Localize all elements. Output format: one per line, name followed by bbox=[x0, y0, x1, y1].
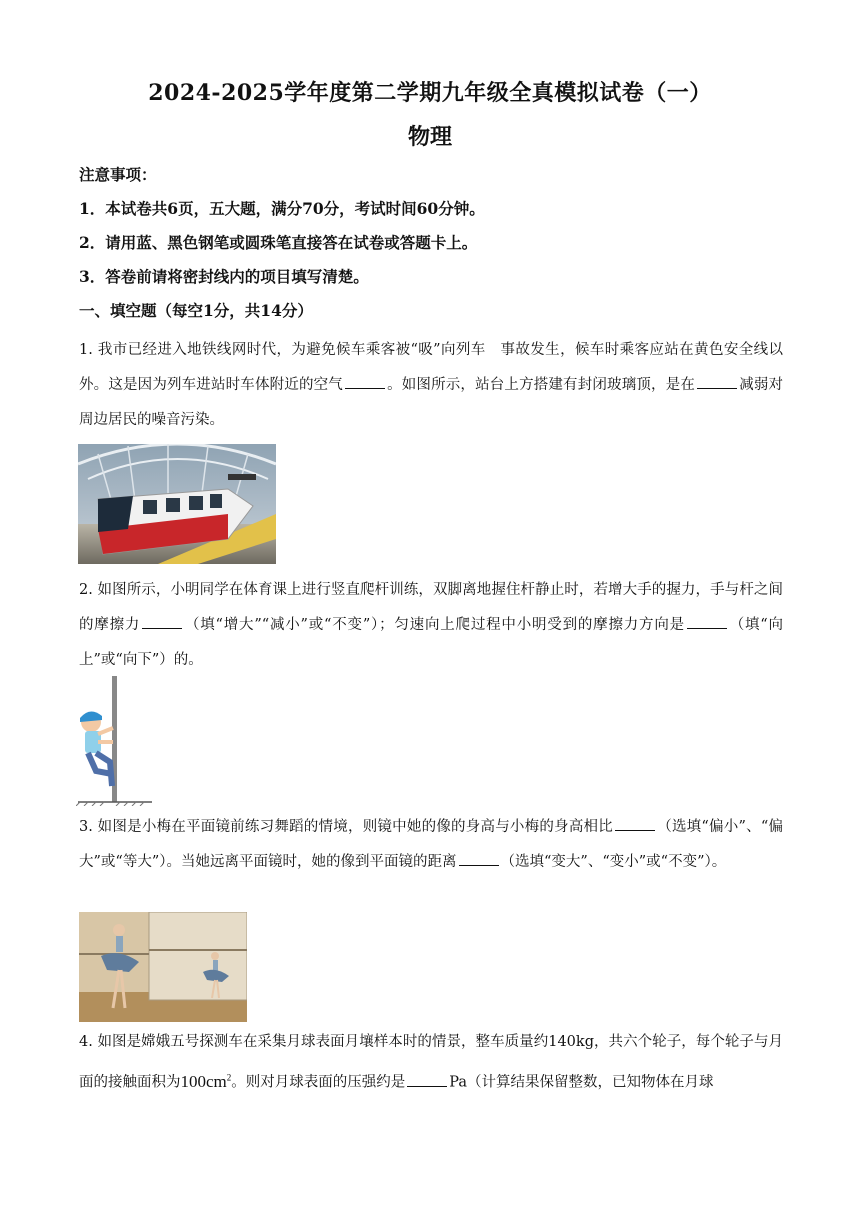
formula-value: 100cm bbox=[180, 1071, 227, 1091]
answer-blank[interactable] bbox=[697, 374, 737, 389]
question-text: （填“向上”或“向下”）的。 bbox=[79, 617, 783, 668]
exam-title: 2024-2025学年度第二学期九年级全真模拟试卷（一） bbox=[148, 80, 712, 106]
question-text: 减弱对周边居民的噪音污染。 bbox=[79, 377, 784, 428]
note-item: 2．请用蓝、黑色钢笔或圆珠笔直接答在试卷或答题卡上。 bbox=[79, 233, 478, 252]
question-4 bbox=[79, 1025, 783, 1101]
question-text: 2. 如图所示，小明同学在体育课上进行竖直爬杆训练，双脚离地握住杆静止时，若增大手的握力，手与杆之间的摩擦力 bbox=[79, 582, 783, 633]
question-1 bbox=[79, 333, 783, 438]
subway-train-photo bbox=[78, 444, 276, 564]
question-text: 3. 如图是小梅在平面镜前练习舞蹈的情境，则镜中她的像的身高与小梅的身高相比 bbox=[79, 819, 613, 835]
question-text: 1. 我市已经进入地铁线网时代，为避免候车乘客被“吸”向列车 事故发生，候车时乘客应站在黄色安全线以外。这是因为列车进站时车体附近的空气 bbox=[79, 342, 783, 393]
answer-blank[interactable] bbox=[345, 374, 385, 389]
answer-blank[interactable] bbox=[142, 614, 182, 629]
note-item: 3．答卷前请将密封线内的项目填写清楚。 bbox=[79, 267, 369, 286]
pole-climbing-illustration bbox=[76, 676, 156, 806]
dancer-mirror-photo bbox=[79, 912, 247, 1022]
note-item: 1．本试卷共6页，五大题，满分70分，考试时间60分钟。 bbox=[79, 199, 485, 218]
question-text: （选填“偏小”、“偏大”或“等大”）。当她远离平面镜时，她的像到平面镜的距离 bbox=[79, 819, 783, 870]
answer-blank[interactable] bbox=[459, 851, 499, 866]
section-heading: 一、填空题（每空1分，共14分） bbox=[79, 301, 313, 320]
question-text: （选填“变大”、“变小”或“不变”）。 bbox=[500, 854, 727, 870]
question-3 bbox=[79, 810, 783, 880]
question-text: 。如图所示，站台上方搭建有封闭玻璃顶，是在 bbox=[386, 377, 696, 393]
notes-heading: 注意事项： bbox=[79, 165, 157, 184]
question-2 bbox=[79, 573, 783, 678]
question-text: 。则对月球表面的压强约是 bbox=[231, 1074, 406, 1091]
answer-blank[interactable] bbox=[687, 614, 727, 629]
answer-blank[interactable] bbox=[615, 816, 655, 831]
answer-blank[interactable] bbox=[407, 1072, 447, 1087]
question-text: 4. 如图是嫦娥五号探测车在采集月球表面月壤样本时的情景，整车质量约140kg，共六个轮子，每个轮子与月面的接触面积为 bbox=[79, 1034, 783, 1091]
question-text: Pa（计算结果保留整数，已知物体在月球 bbox=[449, 1074, 714, 1091]
question-text: （填“增大”“减小”或“不变”）；匀速向上爬过程中小明受到的摩擦力方向是 bbox=[184, 617, 685, 633]
formula-exponent: 2 bbox=[226, 1072, 232, 1082]
subject-title: 物理 bbox=[407, 124, 452, 150]
contact-area-formula bbox=[181, 1072, 232, 1091]
